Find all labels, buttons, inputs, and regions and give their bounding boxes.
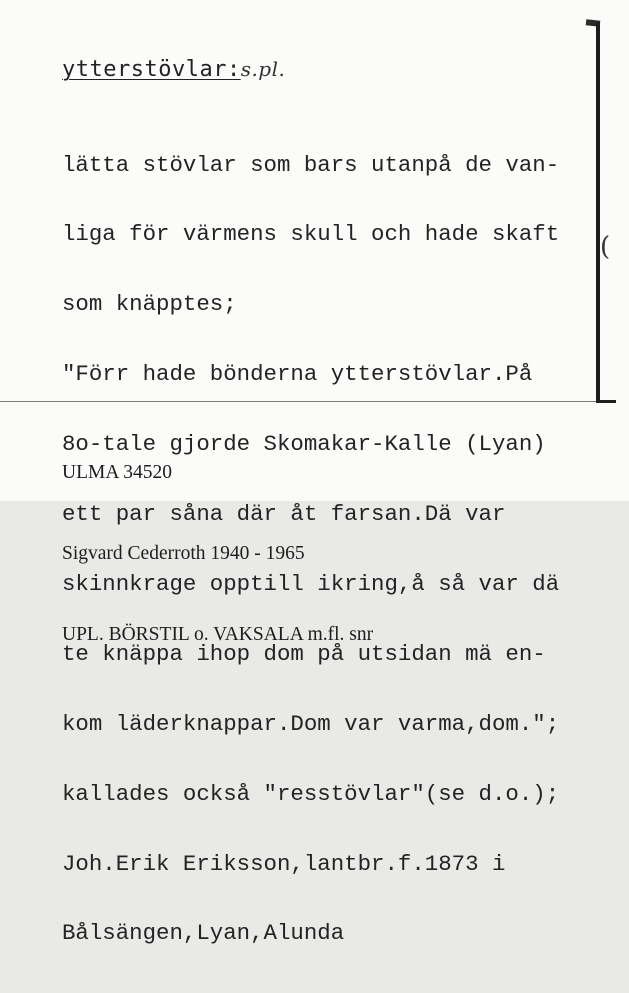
archive-number: ULMA 34520 — [62, 462, 172, 483]
card-right-border — [596, 22, 600, 402]
text-line: kom läderknappar.Dom var varma,dom."; — [62, 710, 560, 737]
margin-mark: ( — [600, 232, 611, 262]
text-line: lätta stövlar som bars utanpå de van- — [62, 151, 560, 178]
collector: Sigvard Cederroth 1940 - 1965 — [62, 543, 305, 564]
text-line: skinnkrage opptill ikring,å så var dä — [62, 570, 560, 597]
text-line: Joh.Erik Eriksson,lantbr.f.1873 i — [62, 850, 506, 877]
card-footer — [62, 405, 373, 702]
region: UPL. BÖRSTIL o. VAKSALA m.fl. snr — [62, 624, 374, 645]
text-line: liga för värmens skull och hade skaft — [62, 221, 560, 248]
divider-edge-mark — [596, 400, 616, 403]
handwritten-note: s.pl. — [240, 57, 286, 81]
text-line: Bålsängen,Lyan,Alunda — [62, 920, 345, 947]
text-line: ett par såna där åt farsan.Dä var — [62, 501, 506, 528]
text-line: 8o-tale gjorde Skomakar-Kalle (Lyan) — [62, 431, 546, 458]
headword: ytterstövlar: — [62, 57, 241, 82]
card-header — [62, 57, 285, 82]
text-line: kallades också "resstövlar"(se d.o.); — [62, 780, 560, 807]
text-line: te knäppa ihop dom på utsidan mä en- — [62, 640, 546, 667]
text-line: som knäpptes; — [62, 291, 237, 318]
text-line: "Förr hade bönderna ytterstövlar.På — [62, 361, 533, 388]
divider-line — [0, 401, 608, 402]
